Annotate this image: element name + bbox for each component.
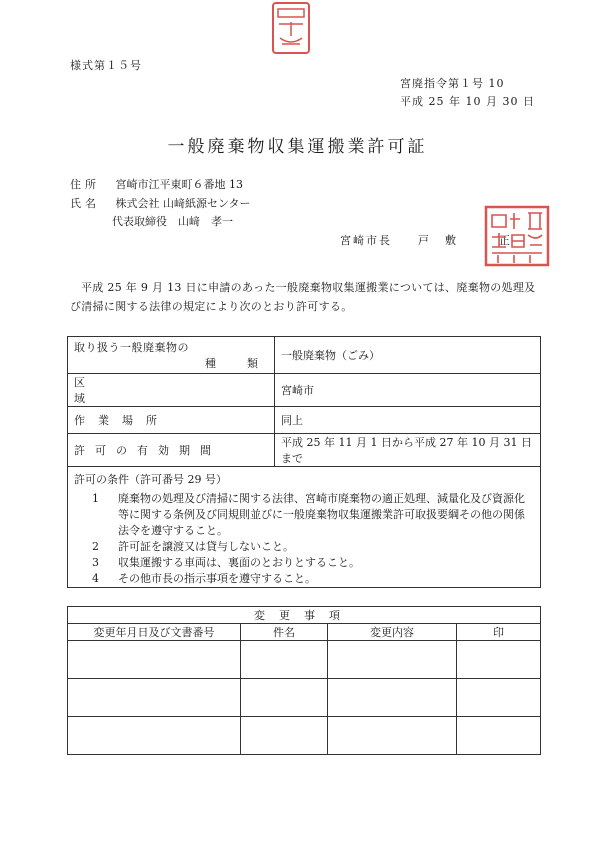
representative: 代表取締役 山﨑 孝一 — [112, 215, 233, 228]
workplace-label: 作 業 場 所 — [68, 407, 275, 434]
table-row — [68, 434, 541, 467]
workplace-value: 同上 — [275, 407, 541, 434]
table-row — [68, 679, 541, 717]
area-label: 区 域 — [68, 374, 275, 407]
changes-title: 変更事項 — [68, 607, 541, 624]
column-header: 変更内容 — [328, 624, 457, 641]
waste-type-label: 取り扱う一般廃棄物の 種 類 — [68, 337, 275, 374]
column-header: 変更年月日及び文書番号 — [68, 624, 241, 641]
period-label: 許 可 の 有 効 期 間 — [68, 434, 275, 467]
table-row — [68, 337, 541, 374]
issuer-name: 戸敷 正 — [418, 234, 526, 247]
document-date: 平成 25 年 10 月 30 日 — [400, 95, 535, 108]
list-item: 3 収集運搬する車両は、裏面のとおりとすること。 — [92, 556, 360, 569]
area-value: 宮崎市 — [275, 374, 541, 407]
address-value: 宮崎市江平東町６番地 13 — [115, 178, 243, 191]
issuer-title: 宮崎市長 — [340, 234, 392, 247]
period-value: 平成 25 年 11 月 1 日から平成 27 年 10 月 31 日まで — [275, 434, 541, 467]
address-label: 住所 — [70, 178, 100, 191]
conditions-heading: 許可の条件（許可番号 29 号） — [74, 473, 227, 486]
page-title: 一般廃棄物収集運搬業許可証 — [167, 137, 428, 157]
conditions-cell — [68, 467, 541, 588]
document-number: 宮廃指令第１号 10 — [400, 77, 505, 90]
company-name: 株式会社 山﨑紙源センター — [115, 197, 251, 210]
permit-table — [67, 336, 541, 588]
address-row — [70, 176, 243, 192]
official-seal-top — [270, 0, 312, 58]
column-header: 印 — [457, 624, 541, 641]
table-row — [68, 374, 541, 407]
column-header: 件名 — [241, 624, 328, 641]
list-item: 2 許可証を譲渡又は貸与しないこと。 — [92, 540, 294, 553]
list-item: 1 廃棄物の処理及び清掃に関する法律、宮崎市廃棄物の適正処理、減量化及び資源化等に関する条例及び同規則並びに一般廃棄物収集運搬業許可取扱要綱その他の関係法令を遵守すること。 — [92, 492, 525, 537]
table-header-row — [68, 624, 541, 641]
name-label: 氏名 — [70, 197, 100, 210]
changes-table — [67, 606, 541, 755]
form-number: 様式第１５号 — [70, 59, 142, 72]
table-row — [68, 407, 541, 434]
table-row — [68, 641, 541, 679]
mayor-seal — [484, 205, 550, 267]
waste-type-value: 一般廃棄物（ごみ） — [275, 337, 541, 374]
table-row — [68, 717, 541, 755]
table-row — [68, 607, 541, 624]
table-row — [68, 467, 541, 588]
body-text: 平成 25 年 9 月 13 日に申請のあった一般廃棄物収集運搬業については、廃棄物の処理及び清掃に関する法律の規定により次のとおり許可する。 — [70, 281, 536, 313]
name-row — [70, 195, 251, 211]
list-item: 4 その他市長の指示事項を遵守すること。 — [92, 572, 316, 585]
